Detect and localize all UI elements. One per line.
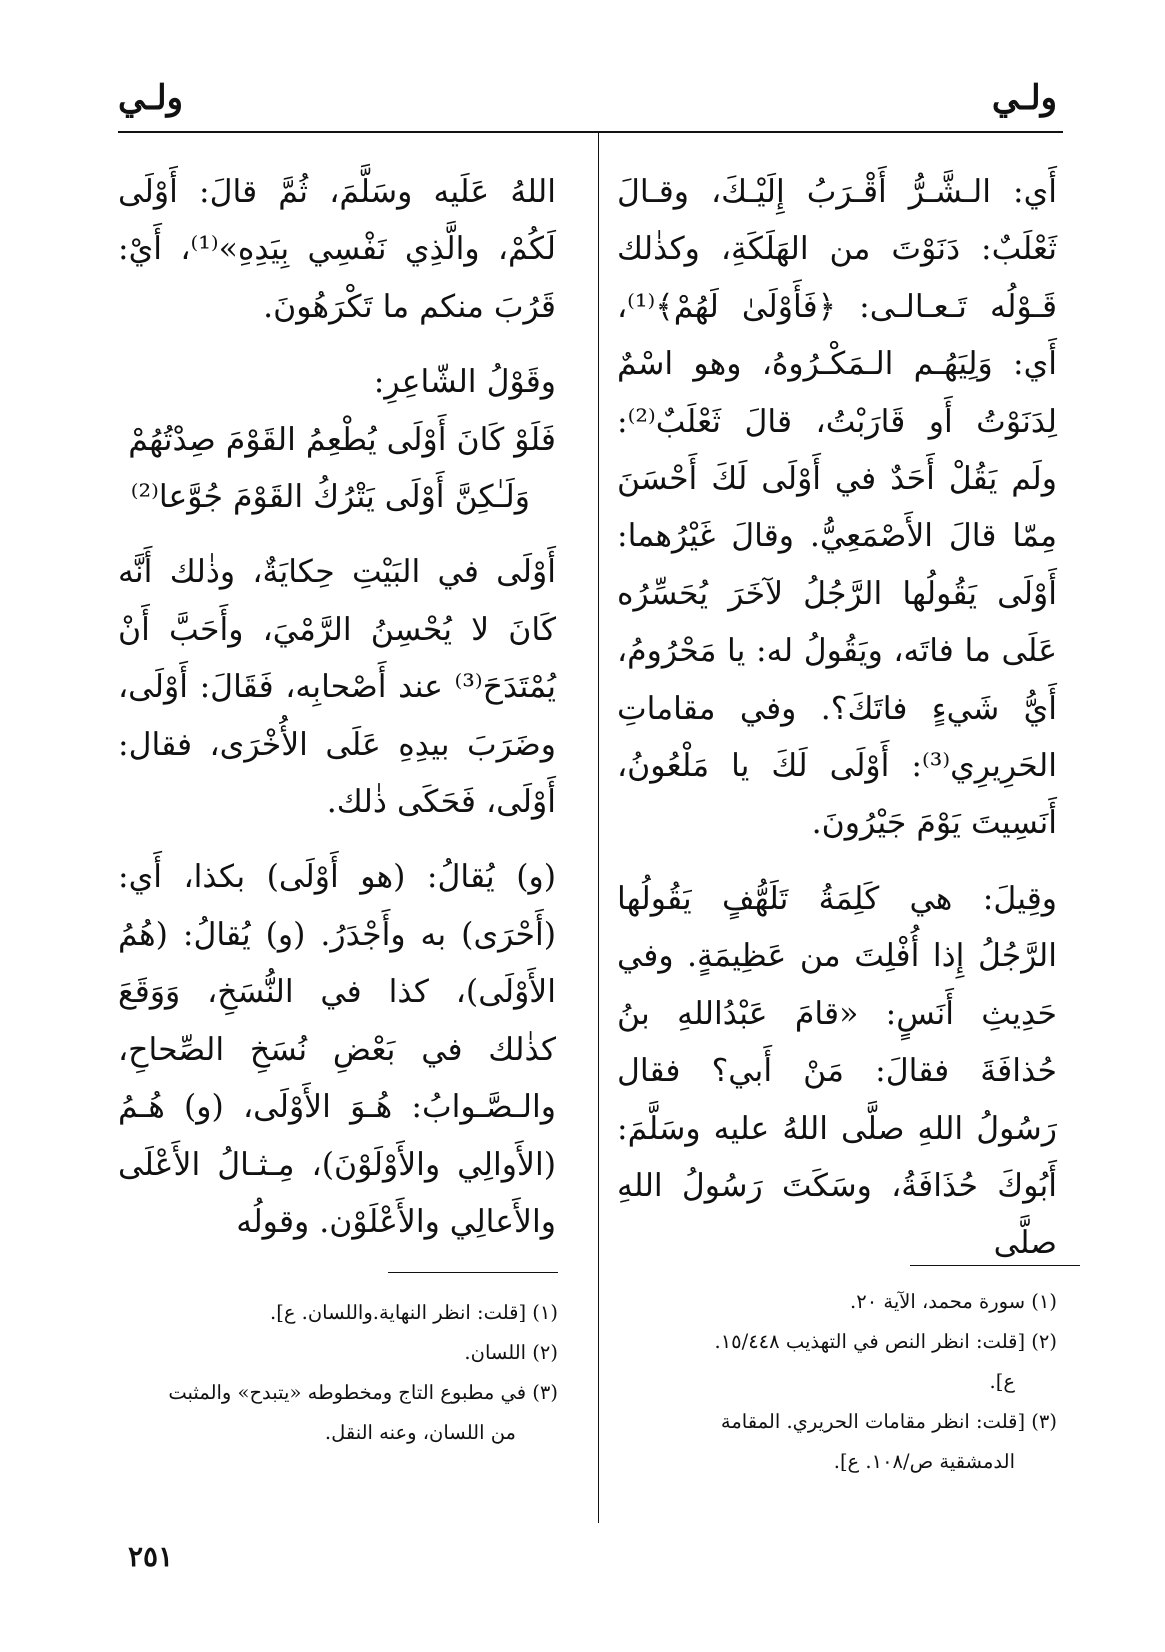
footnote-right-2-cont: ع]. xyxy=(989,1370,1015,1393)
poet-intro: وقَوْلُ الشّاعِرِ: xyxy=(373,364,556,401)
footnote-left-3-cont: من اللسان، وعنه النقل. xyxy=(324,1421,516,1444)
footnote-rule-left xyxy=(388,1272,558,1273)
left-paragraph-1: اللهُ عَلَيه وسَلَّمَ، ثُمَّ قالَ: أَوْلَى لَكُمْ، والَّذِي نَفْسِي بِيَدِهِ»⁽¹⁾، أَيْ: قَرُبَ منكم ما تَكْرَهُونَ. xyxy=(118,174,556,325)
footnote-left-2: (٢) اللسان. xyxy=(464,1341,558,1364)
verse-line-2: وَلَـٰكِنَّ أَوْلَى يَتْرُكُ القَوْمَ جُوَّعا⁽²⁾ xyxy=(130,479,530,516)
footnote-rule-right xyxy=(910,1265,1080,1266)
column-divider xyxy=(598,133,599,1523)
running-head-right: ولـي xyxy=(991,78,1057,118)
page-number: ٢٥١ xyxy=(128,1540,174,1573)
header-rule xyxy=(118,131,1063,133)
footnotes-left xyxy=(118,1293,558,1453)
right-paragraph-2: وقِيلَ: هي كَلِمَةُ تَلَهُّفٍ يَقُولُها الرَّجُلُ إِذا أُفْلِتَ من عَظِيمَةٍ. وفي حَدِيثِ أَنَسٍ: «قامَ عَبْدُاللهِ بنُ حُذافَةَ فقالَ: مَنْ أَبي؟ فقال رَسُولُ اللهِ صلَّى اللهُ عليه وسَلَّمَ: أَبُوكَ حُذَافَةُ، وسَكَتَ رَسُولُ اللهِ صلَّى xyxy=(617,880,1057,1262)
footnote-right-1: (١) سورة محمد، الآية ٢٠. xyxy=(850,1290,1057,1313)
left-paragraph-2: أَوْلَى في البَيْتِ حِكايَةٌ، وذٰلك أَنَّه كَانَ لا يُحْسِنُ الرَّمْيَ، وأَحَبَّ أَنْ يُمْتَدَحَ⁽³⁾ عند أَصْحابِه، فَقَالَ: أَوْلَى، وضَرَبَ بيدِهِ عَلَى الأُخْرَى، فقال: أَوْلَى، فَحَكَى ذٰلك. xyxy=(118,554,556,821)
left-column xyxy=(118,164,556,1251)
right-column xyxy=(617,164,1057,1273)
footnote-left-1: (١) [قلت: انظر النهاية.واللسان. ع]. xyxy=(270,1301,558,1324)
footnote-right-3-cont: الدمشقية ص/١٠٨. ع]. xyxy=(833,1450,1015,1473)
footnotes-right xyxy=(612,1282,1057,1482)
left-paragraph-3: (و) يُقالُ: (هو أَوْلَى) بكذا، أَي: (أَحْرَى) به وأَجْدَرُ. (و) يُقالُ: (هُمُ الأَوْلَى)، كذا في النُّسَخِ، وَوَقَعَ كذٰلك في بَعْضِ نُسَخِ الصِّحاحِ، والـصَّـوابُ: هُـوَ الأَوْلَى، (و) هُـمُ (الأَوالِي والأَوْلَوْنَ)، مِـثـالُ الأَعْلَى والأَعالِي والأَعْلَوْن. وقولُه xyxy=(118,859,556,1240)
right-paragraph-1: أَي: الـشَّـرُّ أَقْـرَبُ إِلَيْـكَ، وقـالَ ثَعْلَبٌ: دَنَوْتَ من الهَلَكَةِ، وكذٰلك قَـوْلُه تَـعـالـى: ﴿فَأَوْلَىٰ لَهُمْ﴾⁽¹⁾، أَي: وَلِيَهُـم الـمَكْـرُوهُ، وهو اسْمٌ لِدَنَوْتُ أَو قَارَبْتُ، قالَ ثَعْلَبٌ⁽²⁾: ولَم يَقُلْ أَحَدٌ في أَوْلَى لَكَ أَحْسَنَ مِمّا قالَ الأَصْمَعِيُّ. وقالَ غَيْرُهما: أَوْلَى يَقُولُها الرَّجُلُ لآخَرَ يُحَسِّرُه عَلَى ما فاتَه، ويَقُولُ له: يا مَحْرُومُ، أَيُّ شَيءٍ فاتَكَ؟. وفي مقاماتِ الحَرِيرِي⁽³⁾: أَوْلَى لَكَ يا مَلْعُونُ، أَنَسِيتَ يَوْمَ جَيْرُونَ. xyxy=(617,174,1057,842)
footnote-left-3: (٣) في مطبوع التاج ومخطوطه «يتبدح» والمثبت xyxy=(168,1381,558,1404)
running-head-left: ولـي xyxy=(118,78,184,118)
footnote-right-3: (٣) [قلت: انظر مقامات الحريري. المقامة xyxy=(720,1410,1057,1433)
verse-line-1: فَلَوْ كَانَ أَوْلَى يُطْعِمُ القَوْمَ صِدْتُهُمْ xyxy=(128,421,556,458)
footnote-right-2: (٢) [قلت: انظر النص في التهذيب ١٥/٤٤٨. xyxy=(714,1330,1057,1353)
